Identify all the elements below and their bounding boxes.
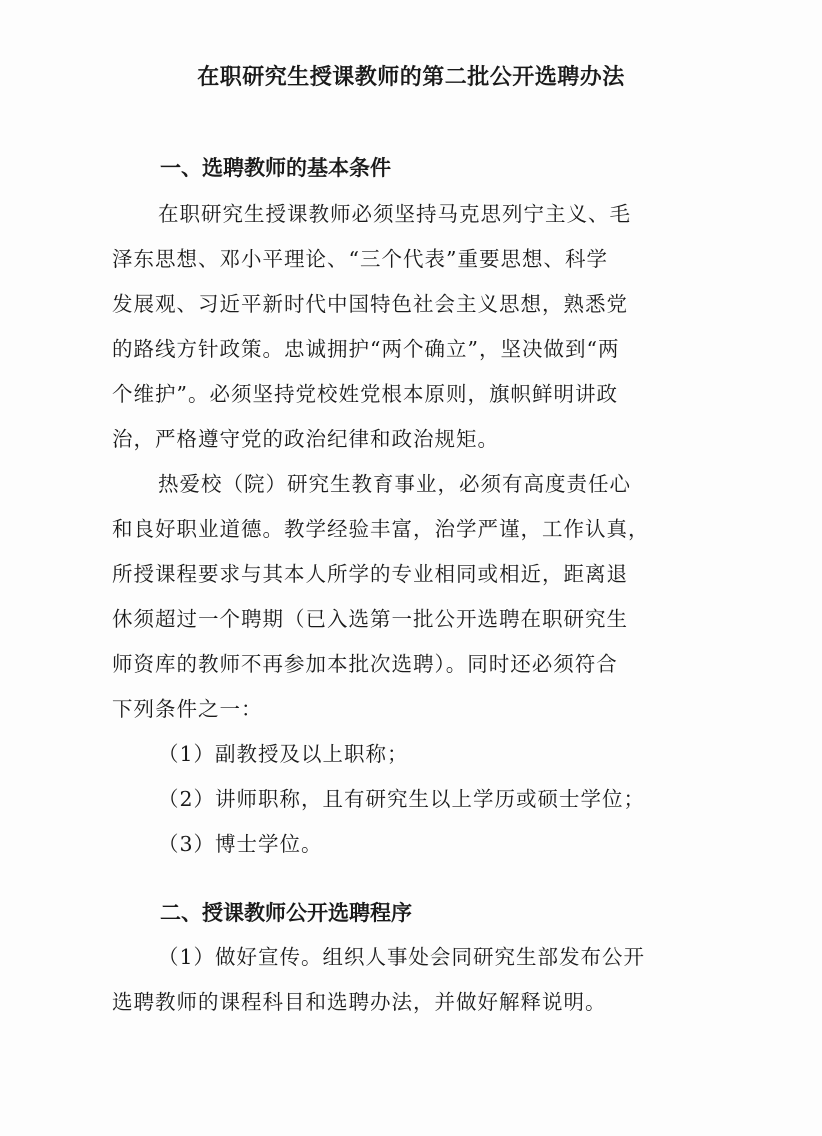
paragraph-line: 师资库的教师不再参加本批次选聘）。同时还必须符合	[112, 652, 618, 676]
paragraph-line: 个维护”。必须坚持党校姓党根本原则，旗帜鲜明讲政	[112, 382, 618, 406]
paragraph-line: 泽东思想、邓小平理论、“三个代表”重要思想、科学	[112, 247, 608, 271]
paragraph-line: 在职研究生授课教师必须坚持马克思列宁主义、毛	[158, 202, 631, 226]
paragraph-line: 治，严格遵守党的政治纪律和政治规矩。	[112, 427, 499, 451]
condition-item: （2）讲师职称，且有研究生以上学历或硕士学位；	[158, 787, 646, 811]
section-2-heading: 二、授课教师公开选聘程序	[160, 901, 412, 925]
document-title: 在职研究生授课教师的第二批公开选聘办法	[197, 65, 625, 90]
paragraph-line: 和良好职业道德。教学经验丰富，治学严谨，工作认真，	[112, 517, 650, 541]
paragraph-line: （1）做好宣传。组织人事处会同研究生部发布公开	[158, 945, 646, 969]
paragraph-line: 所授课程要求与其本人所学的专业相同或相近，距离退	[112, 562, 628, 586]
paragraph-line: 的路线方针政策。忠诚拥护“两个确立”，坚决做到“两	[112, 337, 620, 361]
paragraph-line: 发展观、习近平新时代中国特色社会主义思想，熟悉党	[112, 292, 628, 316]
condition-item: （1）副教授及以上职称；	[158, 742, 409, 766]
paragraph-line: 休须超过一个聘期（已入选第一批公开选聘在职研究生	[112, 607, 628, 631]
paragraph-line: 选聘教师的课程科目和选聘办法，并做好解释说明。	[112, 990, 607, 1014]
paragraph-line: 热爱校（院）研究生教育事业，必须有高度责任心	[158, 472, 631, 496]
section-1-heading: 一、选聘教师的基本条件	[160, 156, 391, 180]
condition-item: （3）博士学位。	[158, 832, 323, 856]
paragraph-line: 下列条件之一：	[112, 697, 263, 721]
